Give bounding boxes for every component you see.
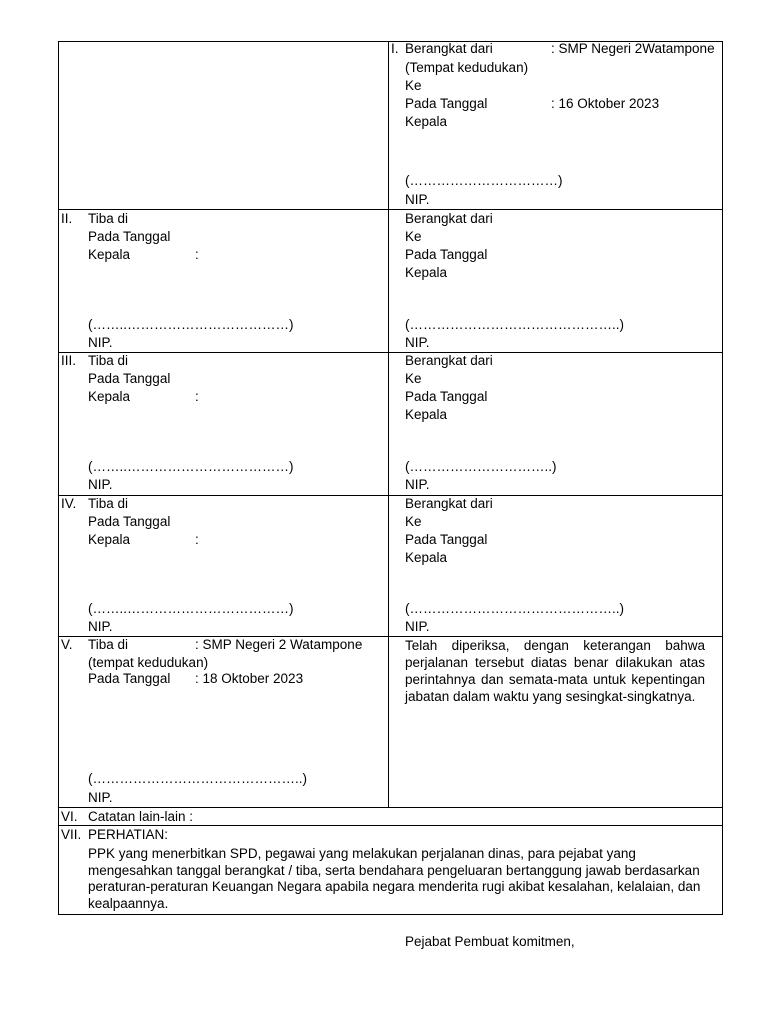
pada-tanggal-label: Pada Tanggal xyxy=(88,514,171,529)
row-divider-3 xyxy=(58,495,723,496)
right-signature-placeholder: (………………………………………..) xyxy=(405,317,624,332)
berangkat-dari-label: Berangkat dari xyxy=(405,211,493,226)
signature-placeholder: (……………………………) xyxy=(405,173,563,188)
berangkat-dari-label: Berangkat dari xyxy=(405,353,493,368)
pada-tanggal-label: Pada Tanggal xyxy=(88,671,171,686)
kepala-colon: : xyxy=(195,247,199,262)
kepala-label: Kepala xyxy=(88,389,131,404)
ke-label: Ke xyxy=(405,78,422,93)
berangkat-dari-label: Berangkat dari xyxy=(405,41,493,56)
tiba-di-label: Tiba di xyxy=(88,211,129,226)
pada-tanggal-right-label: Pada Tanggal xyxy=(405,247,488,262)
kepala-label: Kepala xyxy=(405,114,448,129)
right-nip-label: NIP. xyxy=(405,619,430,634)
left-signature-placeholder: (……..………………………………) xyxy=(88,459,294,474)
left-nip-label: NIP. xyxy=(88,790,113,805)
section-4-number: IV. xyxy=(61,496,77,511)
section-5-number: V. xyxy=(61,637,73,652)
perhatian-text: PPK yang menerbitkan SPD, pegawai yang melakukan perjalanan dinas, para pejabat yang mengesahkan tanggal berangkat / tiba, serta bendahara pengeluaran bertanggung jawab berdasarkan peraturan-peraturan Keuangan Negara apabila negara menderita rugi akibat kesalahan, kelalaian, dan kealpaannya. xyxy=(88,846,701,911)
right-signature-placeholder: (………………………………………..) xyxy=(405,601,624,616)
tiba-di-value: : SMP Negeri 2 Watampone xyxy=(195,637,363,652)
tiba-di-label: Tiba di xyxy=(88,637,129,652)
row-divider-1 xyxy=(58,209,723,210)
berangkat-dari-value: : SMP Negeri 2Watampone xyxy=(551,41,715,56)
signer-title: Pejabat Pembuat komitmen, xyxy=(405,934,575,949)
left-nip-label: NIP. xyxy=(88,335,113,350)
tiba-di-label: Tiba di xyxy=(88,496,129,511)
section-7-number: VII. xyxy=(61,827,82,842)
section-1-number: I. xyxy=(391,41,399,56)
kepala-colon: : xyxy=(195,389,199,404)
pada-tanggal-right-label: Pada Tanggal xyxy=(405,389,488,404)
kepala-right-label: Kepala xyxy=(405,407,448,422)
section-3-number: III. xyxy=(61,353,77,368)
section-6-number: VI. xyxy=(61,809,78,824)
pada-tanggal-value: : 16 Oktober 2023 xyxy=(551,96,660,111)
kepala-right-label: Kepala xyxy=(405,550,448,565)
kepala-label: Kepala xyxy=(88,247,131,262)
right-signature-placeholder: (…………………………..) xyxy=(405,459,557,474)
perhatian-label: PERHATIAN: xyxy=(88,827,169,842)
pada-tanggal-value: : 18 Oktober 2023 xyxy=(195,671,304,686)
left-signature-placeholder: (……..………………………………) xyxy=(88,601,294,616)
ke-label: Ke xyxy=(405,371,422,386)
berangkat-dari-label: Berangkat dari xyxy=(405,496,493,511)
pada-tanggal-label: Pada Tanggal xyxy=(405,96,488,111)
nip-label: NIP. xyxy=(405,192,430,207)
row-divider-2 xyxy=(58,352,723,353)
verification-statement: Telah diperiksa, dengan keterangan bahwa perjalanan tersebut diatas benar dilakukan atas perintahnya dan semata-mata untuk kepentingan jabatan dalam waktu yang sesingkat-singkatnya. xyxy=(405,638,705,704)
catatan-label: Catatan lain-lain : xyxy=(88,809,194,824)
pada-tanggal-label: Pada Tanggal xyxy=(88,371,171,386)
pada-tanggal-label: Pada Tanggal xyxy=(88,229,171,244)
kepala-right-label: Kepala xyxy=(405,265,448,280)
tempat-kedudukan-label: (tempat kedudukan) xyxy=(88,655,209,670)
kepala-colon: : xyxy=(195,532,199,547)
left-nip-label: NIP. xyxy=(88,477,113,492)
left-signature-placeholder: (………………………………………..) xyxy=(88,771,307,786)
left-signature-placeholder: (……..………………………………) xyxy=(88,317,294,332)
ke-label: Ke xyxy=(405,229,422,244)
tempat-kedudukan-label: (Tempat kedudukan) xyxy=(405,60,529,75)
tiba-di-label: Tiba di xyxy=(88,353,129,368)
section-2-number: II. xyxy=(61,211,73,226)
right-nip-label: NIP. xyxy=(405,477,430,492)
kepala-label: Kepala xyxy=(88,532,131,547)
column-divider xyxy=(388,41,389,807)
left-nip-label: NIP. xyxy=(88,619,113,634)
row-divider-5 xyxy=(58,807,723,808)
pada-tanggal-right-label: Pada Tanggal xyxy=(405,532,488,547)
row-divider-6 xyxy=(58,825,723,826)
ke-label: Ke xyxy=(405,514,422,529)
right-nip-label: NIP. xyxy=(405,335,430,350)
